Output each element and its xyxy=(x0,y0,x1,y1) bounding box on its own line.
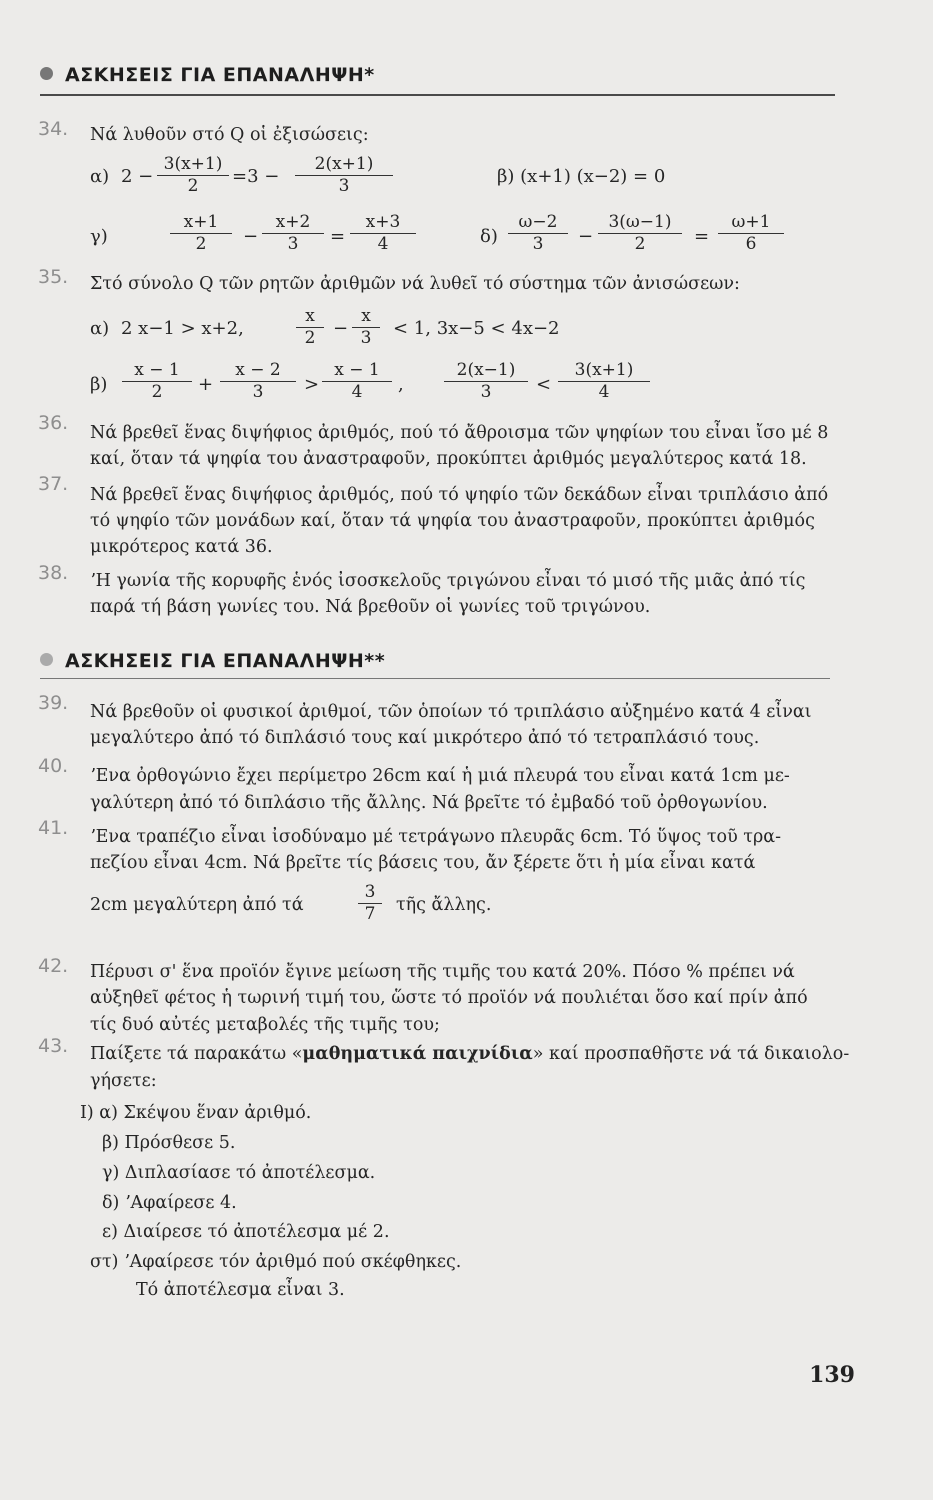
exercise-text-line: τῆς ἄλλης. xyxy=(396,895,492,915)
section-header-2 xyxy=(40,650,385,672)
eq-label: β) xyxy=(90,374,108,395)
bullet-icon xyxy=(40,653,53,666)
operator: − xyxy=(243,226,259,247)
exercise-number: 37. xyxy=(38,473,69,495)
fraction: $\frac{x - 1}{2}$ xyxy=(122,360,192,403)
eq-label: α) xyxy=(90,318,110,339)
operator: + xyxy=(198,374,214,395)
operator: = xyxy=(694,226,710,247)
eq-b: β) (x+1) (x−2) = 0 xyxy=(497,166,666,187)
exercise-text-line: Παίξετε τά παρακάτω «μαθηματικά παιχνίδια» καί προσπαθῆστε νά τά δικαιολο- xyxy=(90,1044,850,1064)
operator: = xyxy=(330,226,346,247)
exercise-number: 43. xyxy=(38,1035,69,1057)
fraction: $\frac{x - 1}{4}$ xyxy=(322,360,392,403)
exercise-text-line: μικρότερος κατά 36. xyxy=(90,537,273,557)
operator: , xyxy=(398,374,404,395)
exercise-number: 36. xyxy=(38,412,69,434)
game-step: στ) ʼΑφαίρεσε τόν ἀριθμό πού σκέφθηκες. xyxy=(90,1252,462,1272)
game-step: Τό ἀποτέλεσμα εἶναι 3. xyxy=(136,1280,345,1300)
section-title: ΑΣΚΗΣΕΙΣ ΓΙΑ ΕΠΑΝΑΛΗΨΗ* xyxy=(65,64,375,86)
exercise-text-line: ʼΕνα ὀρθογώνιο ἔχει περίμετρο 26cm καί ἡ μιά πλευρά του εἶναι κατά 1cm με- xyxy=(90,766,790,786)
game-step: β) Πρόσθεσε 5. xyxy=(102,1133,236,1153)
exercise-text: Στό σύνολο Q τῶν ρητῶν ἀριθμῶν νά λυθεῖ τό σύστημα τῶν ἀνισώσεων: xyxy=(90,274,740,294)
eq-term: < 1, 3x−5 < 4x−2 xyxy=(393,318,560,339)
exercise-text-line: μεγαλύτερο ἀπό τό διπλάσιό τους καί μικρότερο ἀπό τό τετραπλάσιό τους. xyxy=(90,728,760,748)
exercise-number: 39. xyxy=(38,692,69,714)
exercise-text-line: καί, ὅταν τά ψηφία του ἀναστραφοῦν, προκύπτει ἀριθμός μεγαλύτερος κατά 18. xyxy=(90,449,807,469)
fraction: $\frac{3(x+1)}{4}$ xyxy=(558,360,650,403)
eq-term: =3 − xyxy=(232,166,280,187)
exercise-text-line: τό ψηφίο τῶν μονάδων καί, ὅταν τά ψηφία του ἀναστραφοῦν, προκύπτει ἀριθμός xyxy=(90,511,815,531)
exercise-text-line: αὐξηθεῖ φέτος ἡ τωρινή τιμή του, ὥστε τό προϊόν νά πουλιέται ὅσο καί πρίν ἀπό xyxy=(90,988,808,1008)
fraction: $\frac{x}{3}$ xyxy=(352,306,380,349)
fraction: $\frac{x}{2}$ xyxy=(296,306,324,349)
exercise-text-line: ʼΗ γωνία τῆς κορυφῆς ἑνός ἰσοσκελοῦς τριγώνου εἶναι τό μισό τῆς μιᾶς ἀπό τίς xyxy=(90,571,806,591)
exercise-text-line: Νά βρεθεῖ ἕνας διψήφιος ἀριθμός, πού τό ψηφίο τῶν δεκάδων εἶναι τριπλάσιο ἀπό xyxy=(90,485,829,505)
exercise-text-line: παρά τή βάση γωνίες του. Νά βρεθοῦν οἱ γωνίες τοῦ τριγώνου. xyxy=(90,597,651,617)
exercise-text-line: γαλύτερη ἀπό τό διπλάσιο τῆς ἄλλης. Νά βρεῖτε τό ἐμβαδό τοῦ ὀρθογωνίου. xyxy=(90,793,768,813)
operator: > xyxy=(304,374,320,395)
fraction: $\frac{\omega-2}{3}$ xyxy=(508,212,568,255)
eq-term: 2 x−1 > x+2, xyxy=(121,318,244,339)
section-rule xyxy=(40,94,835,96)
fraction: $\frac{3(\omega-1)}{2}$ xyxy=(598,212,682,255)
exercise-text-line: Νά βρεθοῦν οἱ φυσικοί ἀριθμοί, τῶν ὁποίων τό τριπλάσιο αὐξημένο κατά 4 εἶναι xyxy=(90,702,812,722)
operator: < xyxy=(536,374,552,395)
eq-term: 2 − xyxy=(121,166,154,187)
operator: − xyxy=(578,226,594,247)
exercise-text-line: τίς δυό αὐτές μεταβολές τῆς τιμῆς του; xyxy=(90,1015,440,1035)
section-header-1 xyxy=(40,64,375,86)
fraction: $\frac{3(x+1)}{2}$ xyxy=(157,154,229,197)
fraction: $\frac{\omega+1}{6}$ xyxy=(718,212,784,255)
exercise-text-line: ʼΕνα τραπέζιο εἶναι ἰσοδύναμο μέ τετράγωνο πλευρᾶς 6cm. Τό ὕψος τοῦ τρα- xyxy=(90,827,781,847)
game-step: γ) Διπλασίασε τό ἀποτέλεσμα. xyxy=(102,1163,376,1183)
exercise-text-line: Πέρυσι σ' ἕνα προϊόν ἔγινε μείωση τῆς τιμῆς του κατά 20%. Πόσο % πρέπει νά xyxy=(90,962,795,982)
fraction: $\frac{3}{7}$ xyxy=(358,882,382,925)
fraction: $\frac{x - 2}{3}$ xyxy=(220,360,296,403)
exercise-number: 42. xyxy=(38,955,69,977)
bullet-icon xyxy=(40,67,53,80)
exercise-number: 35. xyxy=(38,266,69,288)
exercise-number: 41. xyxy=(38,817,69,839)
page-number: 139 xyxy=(809,1362,855,1388)
game-step: ε) Διαίρεσε τό ἀποτέλεσμα μέ 2. xyxy=(102,1222,390,1242)
fraction: $\frac{x+2}{3}$ xyxy=(262,212,324,255)
game-step: δ) ʼΑφαίρεσε 4. xyxy=(102,1193,237,1213)
eq-label: α) xyxy=(90,166,110,187)
exercise-number: 40. xyxy=(38,755,69,777)
eq-label: δ) xyxy=(480,226,498,247)
exercise-text-line: γήσετε: xyxy=(90,1071,157,1091)
fraction: $\frac{2(x+1)}{3}$ xyxy=(295,154,393,197)
exercise-number: 34. xyxy=(38,118,69,140)
exercise-text: Νά λυθοῦν στό Q οἱ ἐξισώσεις: xyxy=(90,125,369,145)
eq-label: γ) xyxy=(90,226,108,247)
fraction: $\frac{x+1}{2}$ xyxy=(170,212,232,255)
exercise-text-line: 2cm μεγαλύτερη ἀπό τά xyxy=(90,895,304,915)
fraction: $\frac{2(x-1)}{3}$ xyxy=(444,360,528,403)
exercise-text-line: Νά βρεθεῖ ἕνας διψήφιος ἀριθμός, πού τό ἄθροισμα τῶν ψηφίων του εἶναι ἴσο μέ 8 xyxy=(90,423,829,443)
section-rule xyxy=(40,678,830,679)
exercise-text-line: πεζίου εἶναι 4cm. Νά βρεῖτε τίς βάσεις του, ἄν ξέρετε ὅτι ἡ μία εἶναι κατά xyxy=(90,853,756,873)
operator: − xyxy=(333,318,349,339)
exercise-number: 38. xyxy=(38,562,69,584)
game-step: I) α) Σκέψου ἕναν ἀριθμό. xyxy=(80,1103,312,1123)
fraction: $\frac{x+3}{4}$ xyxy=(350,212,416,255)
section-title: ΑΣΚΗΣΕΙΣ ΓΙΑ ΕΠΑΝΑΛΗΨΗ** xyxy=(65,650,386,672)
